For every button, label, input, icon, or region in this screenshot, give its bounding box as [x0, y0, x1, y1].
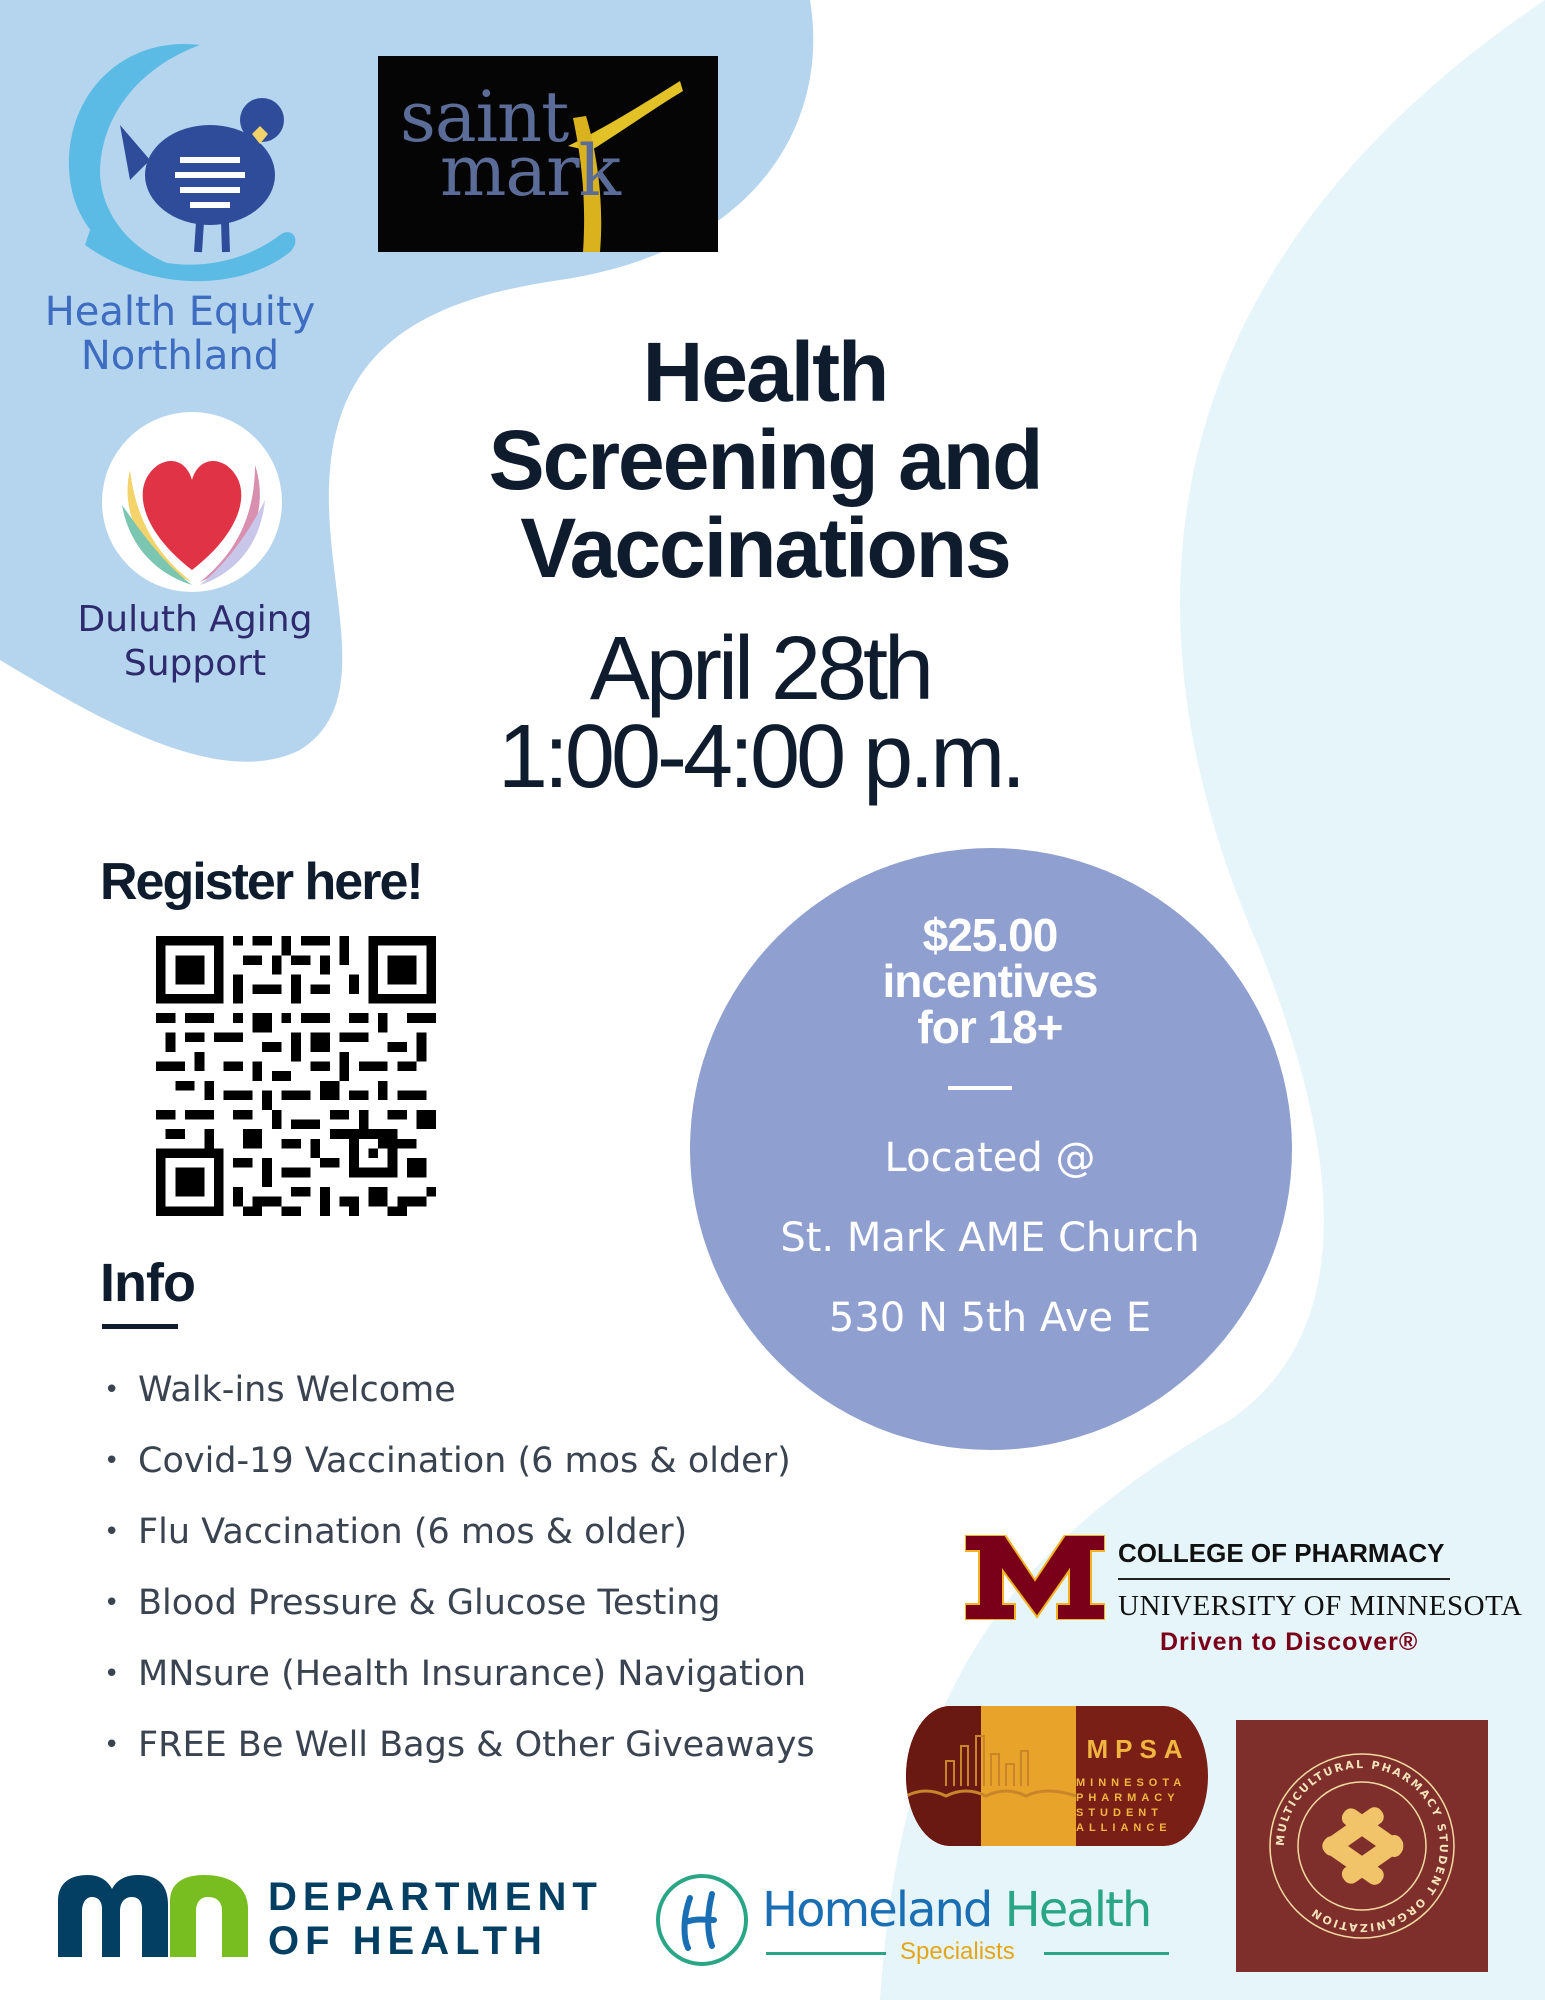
umn-university-name: UNIVERSITY OF MINNESOTA — [1118, 1590, 1523, 1622]
saint-mark-logo — [378, 56, 718, 252]
homeland-health-logo-icon — [652, 1870, 752, 1970]
umn-block-m-logo — [965, 1535, 1105, 1620]
mpsa-sub-3: STUDENT — [1076, 1807, 1163, 1819]
title-line-3: Vaccinations — [520, 501, 1010, 595]
health-word: Health — [1004, 1882, 1151, 1938]
skyline-icon — [906, 1706, 1076, 1846]
mpsa-sub-4: ALLIANCE — [1076, 1822, 1172, 1834]
incentive-label: incentives — [882, 955, 1098, 1007]
bird-legs — [198, 222, 226, 252]
event-time: 1:00-4:00 p.m. — [497, 707, 1023, 807]
venue-address: 530 N 5th Ave E — [828, 1295, 1152, 1341]
event-title — [420, 325, 1110, 595]
incentive-amount: $25.00 — [922, 909, 1058, 961]
list-item: • Blood Pressure & Glucose Testing — [100, 1568, 815, 1639]
info-heading: Info — [100, 1253, 195, 1313]
list-item: • Walk-ins Welcome — [100, 1355, 815, 1426]
health-equity-northland-name — [30, 290, 330, 378]
circle-divider — [948, 1086, 1012, 1090]
joined-hands-icon — [1319, 1804, 1406, 1888]
homeland-rule-right — [1044, 1952, 1169, 1955]
title-line-2: Screening and — [488, 413, 1042, 507]
incentive-text — [690, 909, 1290, 1053]
info-list — [100, 1355, 815, 1781]
location-label: Located @ — [884, 1135, 1096, 1181]
duluth-aging-support-name — [55, 598, 335, 686]
mn-line2: OF HEALTH — [268, 1919, 548, 1963]
mpso-logo — [1236, 1720, 1488, 1972]
homeland-health-name — [762, 1882, 1150, 1938]
registration-qr-code[interactable] — [156, 936, 436, 1216]
mpso-ring-text: MULTICULTURAL PHARMACY STUDENT ORGANIZATION — [1273, 1757, 1451, 1935]
event-datetime — [400, 619, 1120, 807]
incentive-age: for 18+ — [917, 1001, 1063, 1053]
list-item: • Covid-19 Vaccination (6 mos & older) — [100, 1426, 815, 1497]
homeland-rule-left — [766, 1952, 886, 1955]
mn-line1: DEPARTMENT — [268, 1875, 603, 1919]
event-date: April 28th — [589, 619, 931, 719]
title-line-1: Health — [642, 325, 888, 419]
mpso-emblem — [1236, 1720, 1488, 1972]
mn-department-of-health-logo — [58, 1875, 248, 1957]
umn-college-name: COLLEGE OF PHARMACY — [1118, 1538, 1445, 1568]
saint-mark-wordmark — [400, 76, 620, 212]
mn-department-name — [268, 1875, 603, 1963]
svg-text:MULTICULTURAL PHARMACY STUDENT — [1274, 1758, 1450, 1934]
list-item: • Flu Vaccination (6 mos & older) — [100, 1497, 815, 1568]
mpsa-title: MPSA — [1086, 1734, 1190, 1764]
umn-divider — [1118, 1578, 1450, 1580]
mpsa-logo — [906, 1706, 1208, 1846]
location-info — [690, 1118, 1290, 1358]
mpsa-subtitle — [1068, 1776, 1208, 1836]
hen-line1: Health Equity — [44, 289, 316, 335]
mpsa-sub-2: PHARMACY — [1076, 1792, 1180, 1804]
info-underline — [102, 1324, 178, 1329]
venue-name: St. Mark AME Church — [780, 1215, 1200, 1261]
homeland-word: Homeland — [762, 1882, 992, 1938]
list-item: • FREE Be Well Bags & Other Giveaways — [100, 1710, 815, 1781]
hen-line2: Northland — [80, 333, 280, 379]
register-heading: Register here! — [100, 853, 422, 911]
homeland-specialists: Specialists — [900, 1938, 1015, 1965]
mpsa-sub-1: MINNESOTA — [1076, 1777, 1187, 1789]
umn-tagline: Driven to Discover® — [1160, 1628, 1419, 1656]
das-line1: Duluth Aging — [77, 599, 313, 640]
list-item: • MNsure (Health Insurance) Navigation — [100, 1639, 815, 1710]
duluth-aging-support-logo — [100, 410, 285, 595]
mark-word: mark — [440, 130, 620, 212]
das-line2: Support — [123, 643, 267, 684]
saint-word: saint — [400, 76, 569, 158]
